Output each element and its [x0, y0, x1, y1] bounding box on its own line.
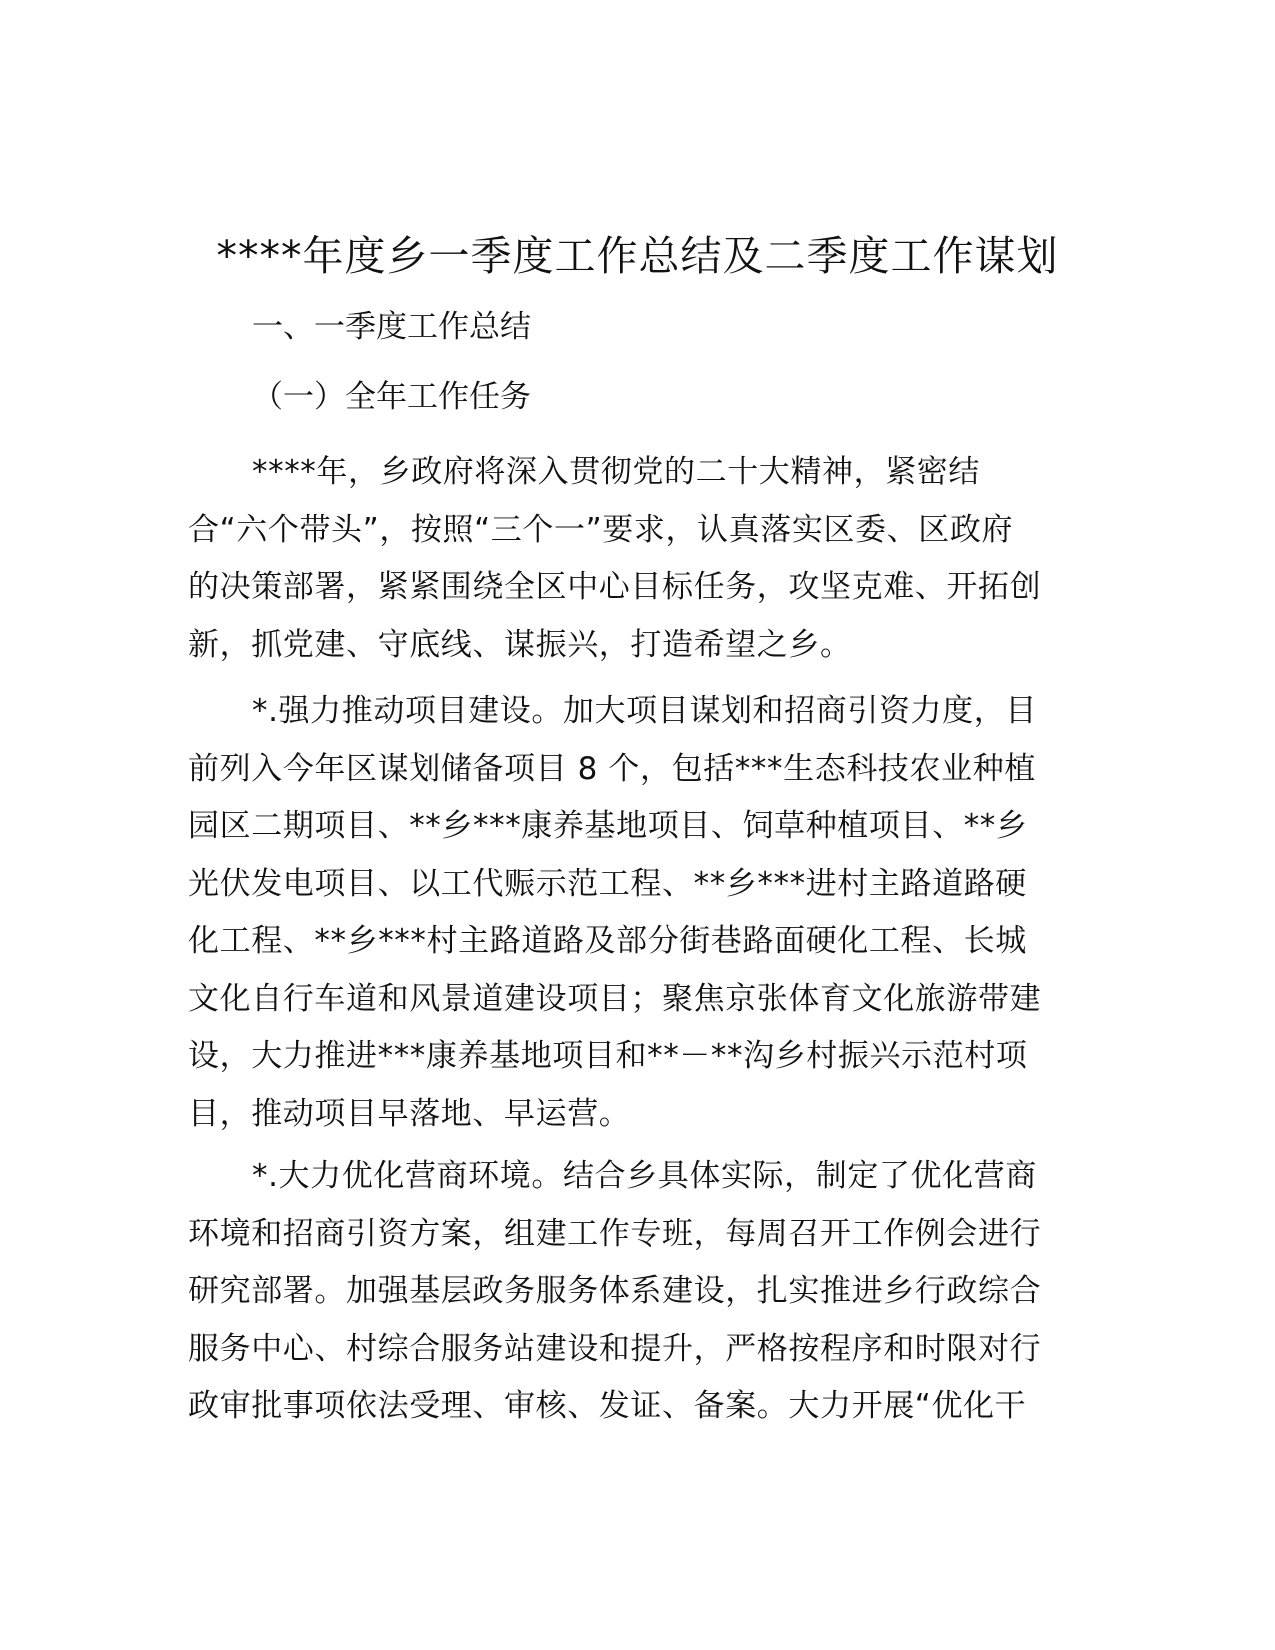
- paragraph-line: 服务中心、村综合服务站建设和提升，严格按程序和时限对行: [188, 1330, 1042, 1367]
- paragraph-line: 环境和招商引资方案，组建工作专班，每周召开工作例会进行: [188, 1215, 1042, 1252]
- paragraph-line: 新，抓党建、守底线、谋振兴，打造希望之乡。: [188, 626, 852, 663]
- paragraph-line: 设，大力推进***康养基地项目和**－**沟乡村振兴示范村项: [188, 1038, 1028, 1074]
- paragraph-line: 园区二期项目、**乡***康养基地项目、饲草种植项目、**乡: [188, 808, 1028, 844]
- paragraph-business-environment: [188, 1148, 1088, 1436]
- paragraph-line: 合“六个带头”，按照“三个一”要求，认真落实区委、区政府: [188, 511, 1014, 548]
- paragraph-line: 文化自行车道和风景道建设项目；聚焦京张体育文化旅游带建: [188, 980, 1042, 1017]
- section-heading: 一、一季度工作总结: [252, 309, 531, 345]
- paragraph-line: 目，推动项目早落地、早运营。: [188, 1095, 631, 1132]
- paragraph-line: 政审批事项依法受理、审核、发证、备案。大力开展“优化干: [188, 1388, 1027, 1424]
- subsection-heading: （一）全年工作任务: [252, 379, 531, 415]
- paragraph-line: 光伏发电项目、以工代赈示范工程、**乡***进村主路道路硬: [188, 865, 1027, 902]
- paragraph-annual-tasks: [188, 444, 1088, 674]
- paragraph-line: 前列入今年区谋划储备项目 8 个，包括***生态科技农业种植: [188, 750, 1036, 787]
- paragraph-project-construction: [188, 683, 1088, 1143]
- paragraph-line: *.强力推动项目建设。加大项目谋划和招商引资力度，目: [252, 693, 1037, 729]
- document-title: ****年度乡一季度工作总结及二季度工作谋划: [216, 232, 1059, 280]
- paragraph-line: 化工程、**乡***村主路道路及部分街巷路面硬化工程、长城: [188, 923, 1027, 959]
- paragraph-line: *.大力优化营商环境。结合乡具体实际，制定了优化营商: [252, 1158, 1037, 1194]
- paragraph-line: ****年，乡政府将深入贯彻党的二十大精神，紧密结: [252, 454, 980, 490]
- paragraph-line: 研究部署。加强基层政务服务体系建设，扎实推进乡行政综合: [188, 1273, 1042, 1309]
- paragraph-line: 的决策部署，紧紧围绕全区中心目标任务，攻坚克难、开拓创: [188, 569, 1042, 605]
